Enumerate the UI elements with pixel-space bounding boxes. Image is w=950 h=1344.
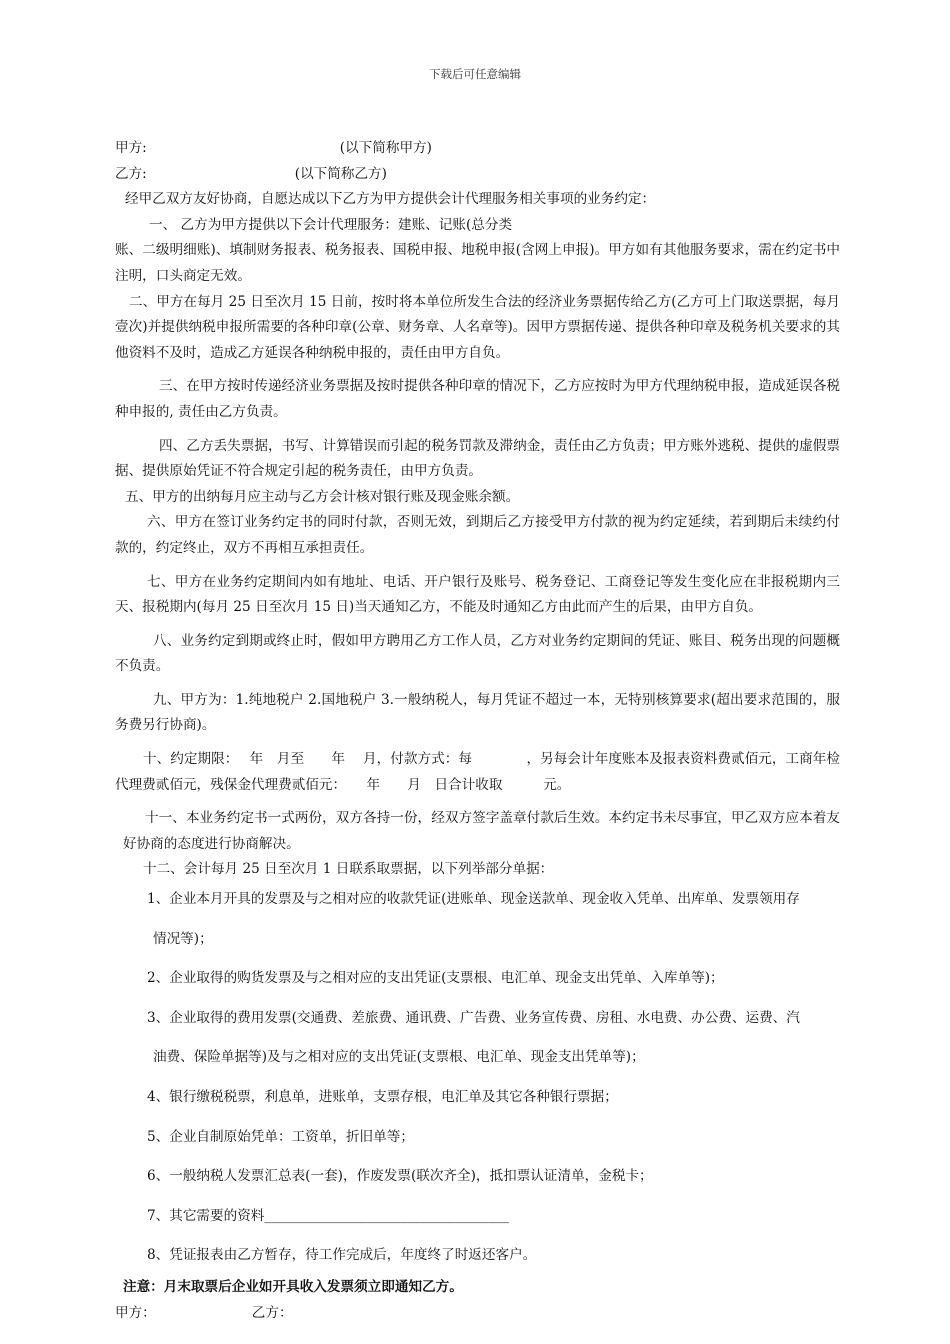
clause-10: 十、约定期限： 年 月至 年 月，付款方式：每 ，另每会计年度账本及报表资料费贰佰元，工商年检代理费贰佰元，残保金代理费贰佰元： 年 月 日合计收取 元。	[115, 751, 840, 793]
clause-2: 二、甲方在每月 25 日至次月 15 日前，按时将本单位所发生合法的经济业务票据传给乙方(乙方可上门取送票据，每月壹次)并提供纳税申报所需要的各种印章(公章、财务章、人名章等)。因甲方票据传递、提供各种印章及税务机关要求的其他资料不及时，造成乙方延误各种纳税申报的，责任由甲方自负。	[115, 293, 840, 361]
notice: 注意：月末取票后企业如开具收入发票须立即通知乙方。	[123, 1278, 463, 1295]
clause-4: 四、乙方丢失票据，书写、计算错误而引起的税务罚款及滞纳金，责任由乙方负责；甲方账外逃税、提供的虚假票据、提供原始凭证不符合规定引起的税务责任，由甲方负责。	[115, 437, 840, 480]
clause-5: 五、甲方的出纳每月应主动与乙方会计核对银行账及现金账余额。	[125, 488, 520, 505]
signature-party-b: 乙方：	[251, 1304, 293, 1321]
clause-1-line-1: 一、 乙方为甲方提供以下会计代理服务：建账、记账(总分类	[149, 216, 513, 233]
party-a-line	[115, 136, 840, 162]
clause-8: 八、业务约定到期或终止时，假如甲方聘用乙方工作人员，乙方对业务约定期间的凭证、账目、税务出现的问题概不负责。	[115, 632, 840, 675]
party-b-line	[115, 162, 840, 188]
party-a-alias: (以下简称甲方)	[339, 140, 432, 156]
signature-line	[115, 1301, 840, 1327]
list-item-8: 8、凭证报表由乙方暂存，待工作完成后，年度终了时返还客户。	[147, 1247, 537, 1264]
list-item-6: 6、一般纳税人发票汇总表(一套)，作废发票(联次齐全)，抵扣票认证清单，金税卡；	[147, 1168, 653, 1185]
party-a-label: 甲方:	[115, 140, 147, 156]
party-b-label: 乙方:	[115, 165, 147, 182]
page-header: 下载后可任意编辑	[429, 67, 521, 81]
clause-11: 十一、本业务约定书一式两份，双方各持一份，经双方签字盖章付款后生效。本约定书未尽事宜，甲乙双方应本着友好协商的态度进行协商解决。	[123, 810, 840, 852]
list-item-5: 5、企业自制原始凭单：工资单，折旧单等；	[147, 1128, 414, 1145]
intro-paragraph: 经甲乙双方友好协商，自愿达成以下乙方为甲方提供会计代理服务相关事项的业务约定：	[125, 191, 656, 208]
party-b-alias: (以下简称乙方)	[294, 165, 387, 182]
list-item-4: 4、银行缴税税票，利息单，进账单，支票存根，电汇单及其它各种银行票据；	[147, 1089, 618, 1105]
list-item-1-line-2: 情况等)；	[153, 930, 213, 947]
clause-7: 七、甲方在业务约定期间内如有地址、电话、开户银行及账号、税务登记、工商登记等发生变化应在非报税期内三天、报税期内(每月 25 日至次月 15 日)当天通知乙方，不能及时通知乙方由此而产生的后果，由甲方自负。	[115, 573, 840, 616]
clause-9: 九、甲方为：1.纯地税户 2.国地税户 3.一般纳税人，每月凭证不超过一本，无特别核算要求(超出要求范围的，服务费另行协商)。	[115, 691, 840, 734]
contract-body	[115, 136, 840, 1326]
list-item-3-line-2: 油费、保险单据等)及与之相对应的支出凭证(支票根、电汇单、现金支出凭单等)；	[153, 1049, 645, 1066]
list-item-3-line-1: 3、企业取得的费用发票(交通费、差旅费、通讯费、广告费、业务宣传费、房租、水电费、办公费、运费、汽	[147, 1009, 800, 1026]
clause-1-line-2: 账、二级明细账)、填制财务报表、税务报表、国税申报、地税申报(含网上申报)。甲方如有其他服务要求，需在约定书中注明，口头商定无效。	[115, 242, 840, 284]
signature-party-a: 甲方：	[115, 1304, 156, 1321]
list-item-7: 7、其它需要的资料____________________________________	[147, 1207, 510, 1224]
list-item-2: 2、企业取得的购货发票及与之相对应的支出凭证(支票根、电汇单、现金支出凭单、入库单等)；	[147, 970, 724, 987]
clause-12: 十二、会计每月 25 日至次月 1 日联系取票据，以下列举部分单据：	[143, 861, 554, 878]
clause-6: 六、甲方在签订业务约定书的同时付款，否则无效，到期后乙方接受甲方付款的视为约定延续，若到期后未续约付款的，约定终止，双方不再相互承担责任。	[115, 514, 840, 556]
list-item-1-line-1: 1、企业本月开具的发票及与之相对应的收款凭证(进账单、现金送款单、现金收入凭单、出库单、发票领用存	[147, 891, 800, 908]
clause-3: 三、在甲方按时传递经济业务票据及按时提供各种印章的情况下，乙方应按时为甲方代理纳税申报，造成延误各税种申报的, 责任由乙方负责。	[115, 378, 840, 420]
